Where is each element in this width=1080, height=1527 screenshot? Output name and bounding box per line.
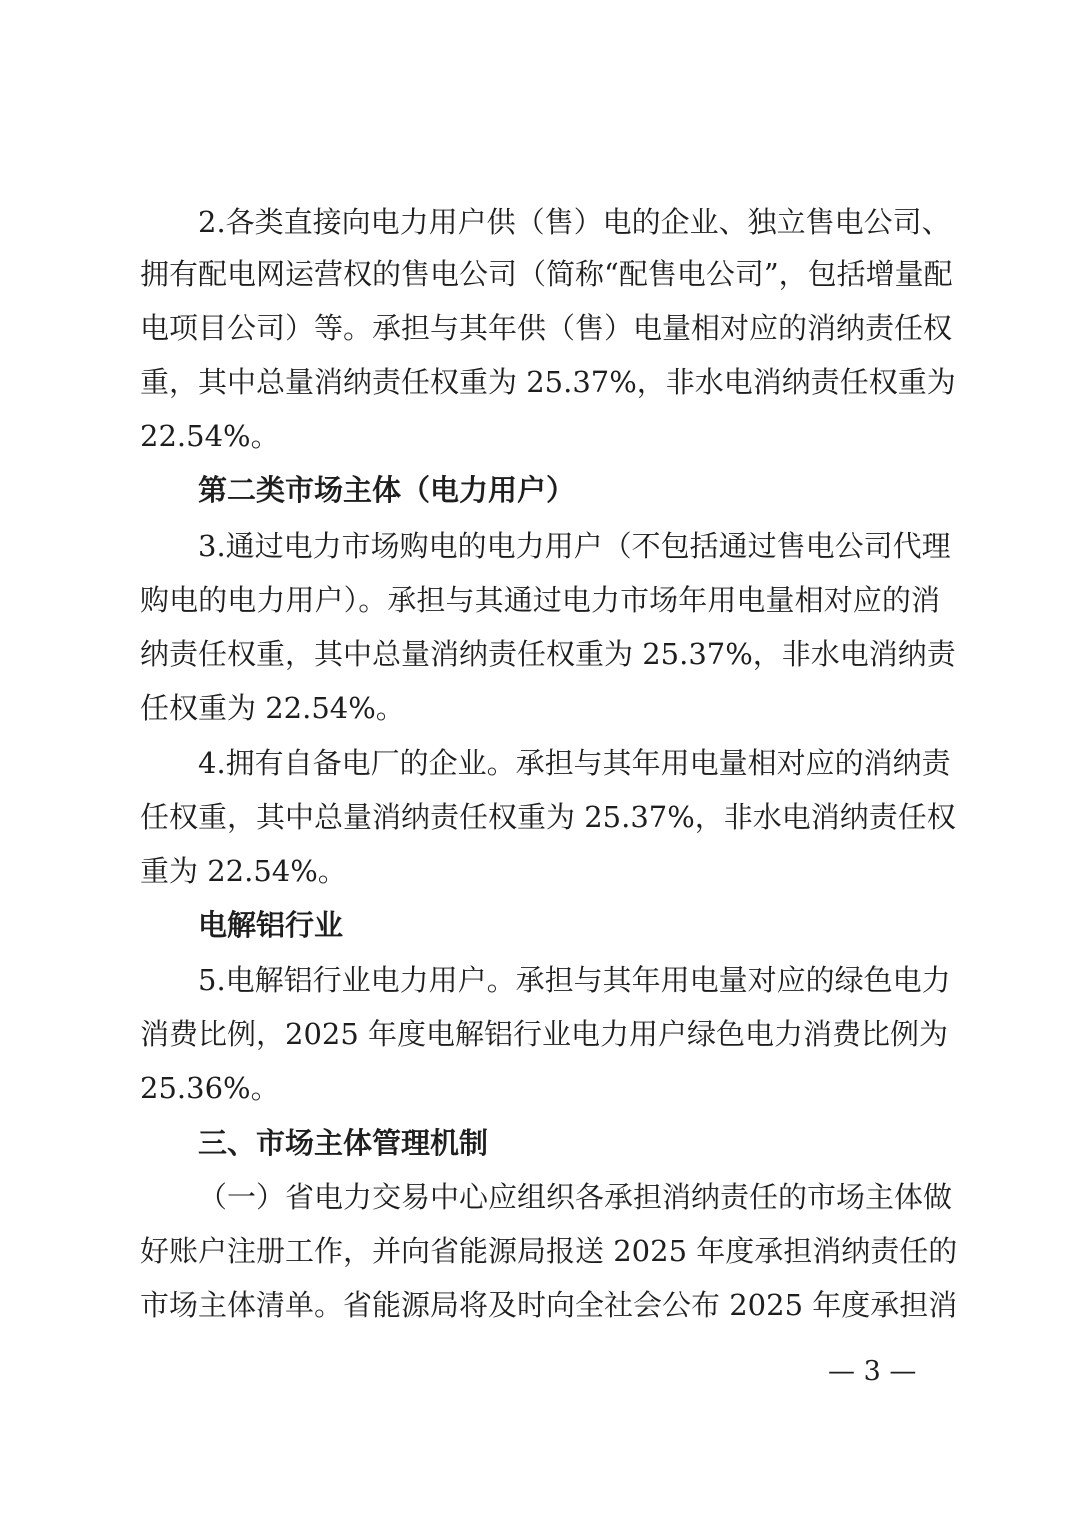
paragraph-5-line-1: 5.电解铝行业电力用户。承担与其年用电量对应的绿色电力 (198, 963, 951, 997)
paragraph-3-line-3: 纳责任权重，其中总量消纳责任权重为 25.37%，非水电消纳责 (140, 637, 956, 671)
paragraph-3-line-1: 3.通过电力市场购电的电力用户（不包括通过售电公司代理 (198, 529, 951, 563)
paragraph-2-line-5: 22.54%。 (140, 419, 280, 453)
paragraph-management-line-3: 市场主体清单。省能源局将及时向全社会公布 2025 年度承担消 (140, 1288, 958, 1322)
paragraph-4-line-2: 任权重，其中总量消纳责任权重为 25.37%，非水电消纳责任权 (140, 800, 956, 834)
paragraph-4-line-1: 4.拥有自备电厂的企业。承担与其年用电量相对应的消纳责 (198, 746, 951, 780)
paragraph-5-line-3: 25.36%。 (140, 1071, 280, 1105)
paragraph-2-line-1: 2.各类直接向电力用户供（售）电的企业、独立售电公司、 (198, 205, 951, 239)
heading-category-2: 第二类市场主体（电力用户） (198, 473, 576, 507)
paragraph-5-line-2: 消费比例，2025 年度电解铝行业电力用户绿色电力消费比例为 (140, 1017, 949, 1051)
paragraph-2-line-4: 重，其中总量消纳责任权重为 25.37%，非水电消纳责任权重为 (140, 365, 956, 399)
paragraph-2-line-3: 电项目公司）等。承担与其年供（售）电量相对应的消纳责任权 (140, 311, 953, 345)
heading-aluminum-industry: 电解铝行业 (198, 908, 344, 942)
paragraph-3-line-4: 任权重为 22.54%。 (140, 691, 405, 725)
heading-section-3: 三、市场主体管理机制 (198, 1126, 489, 1160)
page-number: — 3 — (828, 1356, 917, 1387)
paragraph-management-line-1: （一）省电力交易中心应组织各承担消纳责任的市场主体做 (198, 1180, 953, 1214)
paragraph-3-line-2: 购电的电力用户）。承担与其通过电力市场年用电量相对应的消 (140, 583, 940, 617)
paragraph-4-line-3: 重为 22.54%。 (140, 854, 347, 888)
paragraph-2-line-2: 拥有配电网运营权的售电公司（简称“配售电公司”，包括增量配 (140, 257, 953, 291)
paragraph-management-line-2: 好账户注册工作，并向省能源局报送 2025 年度承担消纳责任的 (140, 1234, 958, 1268)
